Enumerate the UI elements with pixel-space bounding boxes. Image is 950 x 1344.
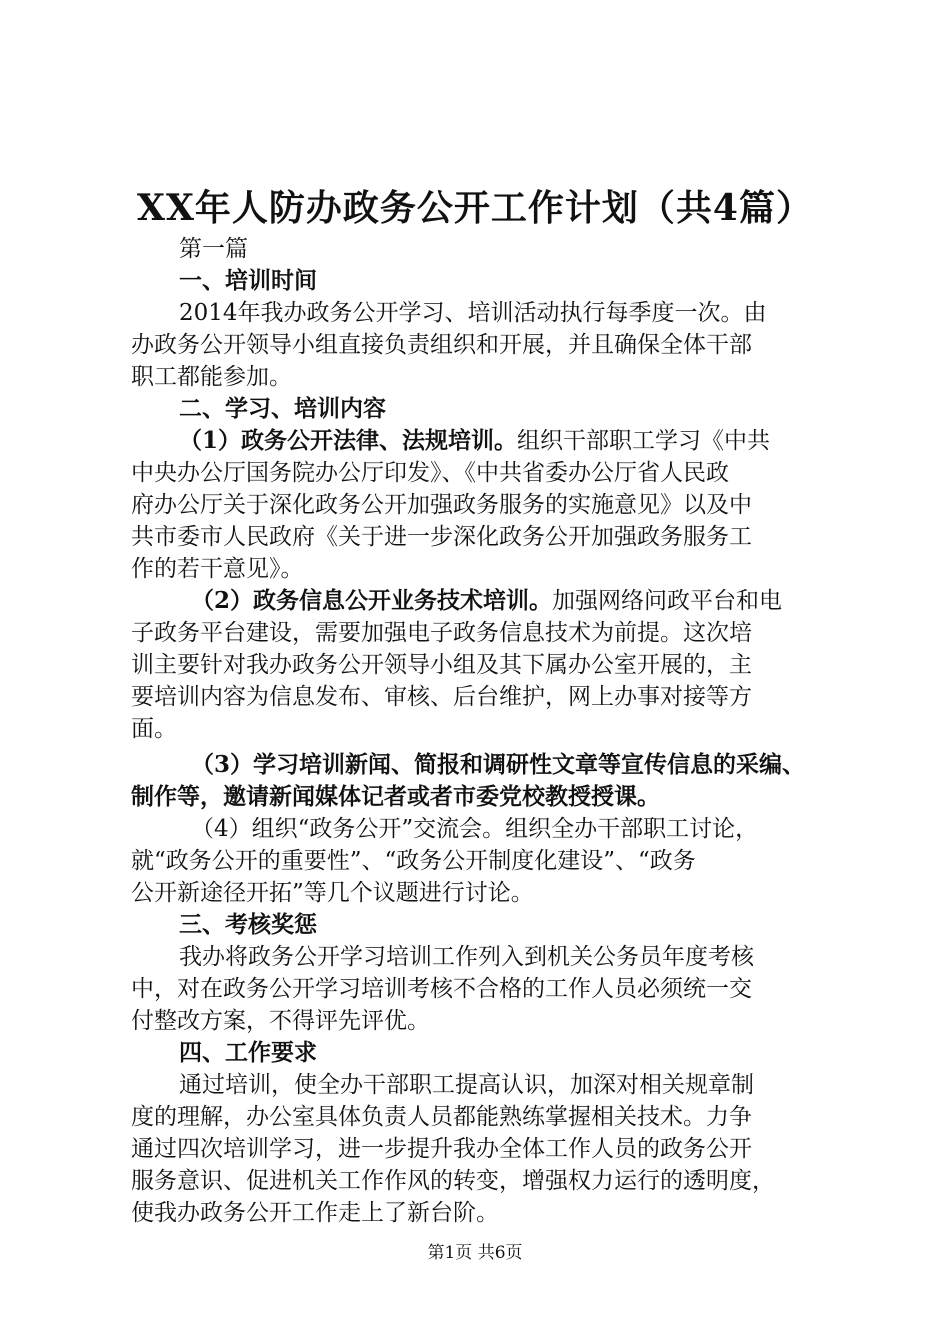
item-1-heading: （1）政务公开法律、法规培训。 <box>179 427 518 454</box>
paragraph-line: 2014年我办政务公开学习、培训活动执行每季度一次。由 <box>179 300 767 326</box>
paragraph-line: 度的理解，办公室具体负责人员都能熟练掌握相关技术。力争 <box>131 1104 752 1130</box>
document-title: XX年人防办政务公开工作计划（共4篇） <box>137 187 813 229</box>
section-heading-training-content: 二、学习、培训内容 <box>179 395 386 422</box>
section-heading-requirements: 四、工作要求 <box>179 1039 317 1066</box>
paragraph-line: 子政务平台建设，需要加强电子政务信息技术为前提。这次培 <box>131 620 752 646</box>
paragraph-line: 就“政务公开的重要性”、“政务公开制度化建设”、“政务 <box>131 848 696 874</box>
paragraph-line: 付整改方案，不得评先评优。 <box>131 1008 430 1034</box>
item-1-first-line <box>131 425 831 457</box>
document-body <box>131 233 831 1229</box>
paragraph-line: 通过四次培训学习，进一步提升我办全体工作人员的政务公开 <box>131 1136 752 1162</box>
item-4-first-line: （4）组织“政务公开”交流会。组织全办干部职工讨论， <box>191 816 759 842</box>
paragraph-line: 服务意识、促进机关工作作风的转变，增强权力运行的透明度， <box>131 1168 775 1194</box>
item-2-first-line <box>131 585 831 617</box>
paragraph-line: 训主要针对我办政务公开领导小组及其下属办公室开展的，主 <box>131 652 752 678</box>
paragraph-line: 作的若干意见》。 <box>131 556 304 582</box>
paragraph-line: 中央办公厅国务院办公厅印发》、《中共省委办公厅省人民政 <box>131 460 729 486</box>
paragraph-line: 通过培训，使全办干部职工提高认识，加深对相关规章制 <box>179 1072 754 1098</box>
paragraph-line: 公开新途径开拓”等几个议题进行讨论。 <box>131 880 534 906</box>
section-heading-training-time: 一、培训时间 <box>179 267 317 294</box>
item-2-heading: （2）政务信息公开业务技术培训。 <box>191 587 553 614</box>
section-heading-assessment: 三、考核奖惩 <box>179 911 317 938</box>
part-label: 第一篇 <box>179 236 248 262</box>
paragraph-line: 中，对在政务公开学习培训考核不合格的工作人员必须统一交 <box>131 976 752 1002</box>
page-footer: 第1页 共6页 <box>427 1243 523 1263</box>
paragraph-line: 要培训内容为信息发布、审核、后台维护，网上办事对接等方 <box>131 684 752 710</box>
paragraph-line: 职工都能参加。 <box>131 364 292 390</box>
paragraph-line: 面。 <box>131 716 177 742</box>
item-3-line: （3）学习培训新闻、简报和调研性文章等宣传信息的采编、 <box>191 751 806 778</box>
paragraph-line: 府办公厅关于深化政务公开加强政务服务的实施意见》以及中 <box>131 492 752 518</box>
item-2-text: 加强网络问政平台和电 <box>552 588 783 614</box>
paragraph-line: 使我办政务公开工作走上了新台阶。 <box>131 1200 499 1226</box>
paragraph-line: 共市委市人民政府《关于进一步深化政务公开加强政务服务工 <box>131 524 752 550</box>
item-1-text: 组织干部职工学习《中共 <box>517 428 771 454</box>
paragraph-line: 我办将政务公开学习培训工作列入到机关公务员年度考核 <box>179 944 754 970</box>
item-3-line: 制作等，邀请新闻媒体记者或者市委党校教授授课。 <box>131 783 660 810</box>
paragraph-line: 办政务公开领导小组直接负责组织和开展，并且确保全体干部 <box>131 332 752 358</box>
